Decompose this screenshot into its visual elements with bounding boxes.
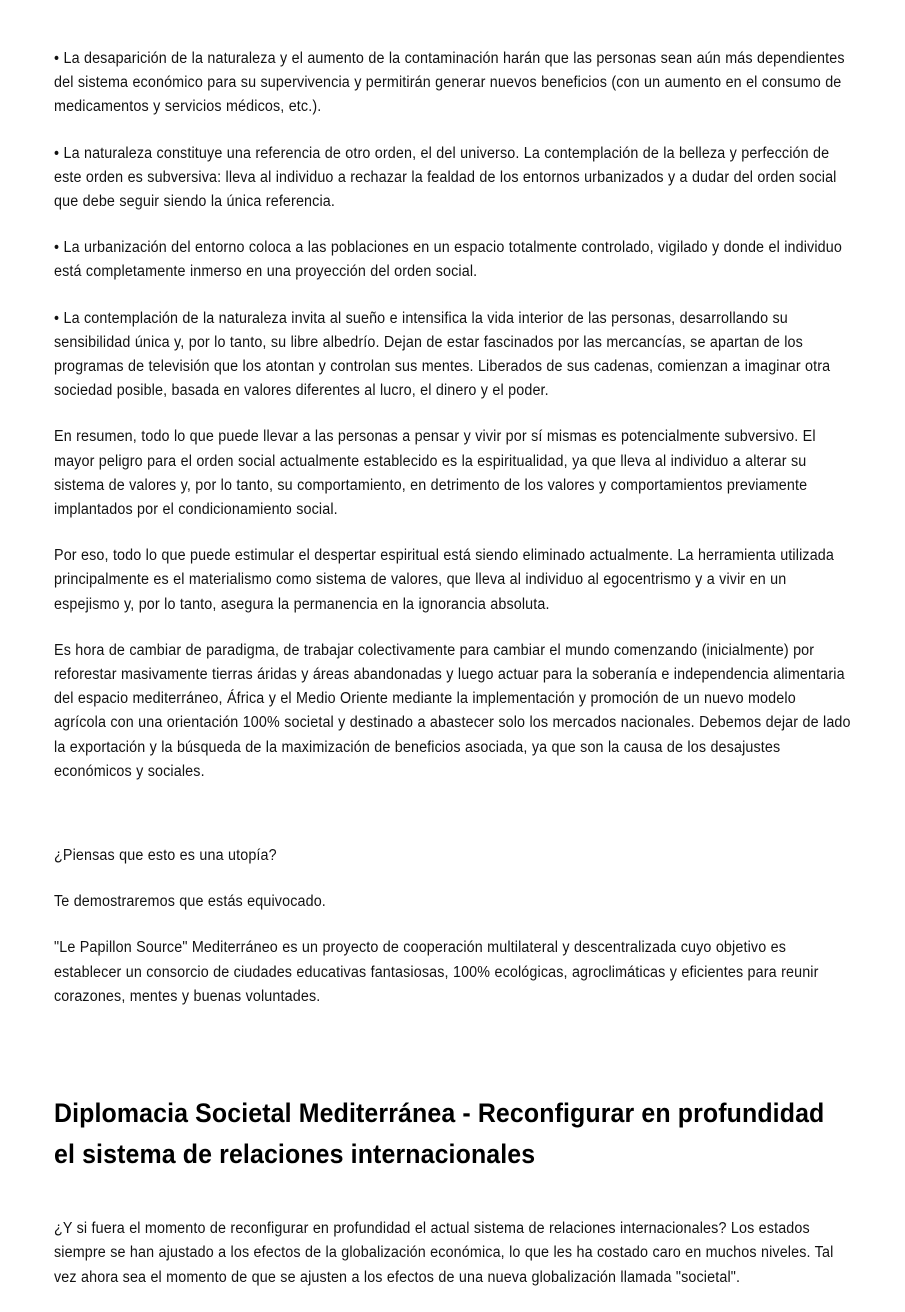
paragraph-y-si-fuera-el-momento: ¿Y si fuera el momento de reconfigurar en profundidad el actual sistema de relaciones internacionales? Los estados siempre se han ajustado a los efectos de la globalización económica, lo que les ha costado caro en muchos niveles. Tal vez ahora sea el momento de que se ajusten a los efectos de una nueva globalización llamada "societal".: [54, 1220, 834, 1286]
bullet-paragraph-1: • La desaparición de la naturaleza y el aumento de la contaminación harán que las personas sean aún más dependientes del sistema económico para su supervivencia y permitirán generar nuevos beneficios (con un aumento en el consumo de medicamentos y servicios médicos, etc.).: [54, 50, 845, 116]
paragraph-utopia-question: ¿Piensas que esto es una utopía?: [54, 847, 277, 865]
paragraph-es-hora-de-cambiar: Es hora de cambiar de paradigma, de trabajar colectivamente para cambiar el mundo comenzando (inicialmente) por reforestar masivamente tierras áridas y áreas abandonadas y luego actuar para la soberanía e independencia alimentaria del espacio mediterráneo, África y el Medio Oriente mediante la implementación y promoción de un nuevo modelo agrícola con una orientación 100% societal y destinado a abastecer solo los mercados nacionales. Debemos dejar de lado la exportación y la búsqueda de la maximización de beneficios asociada, ya que son la causa de los desajustes económicos y sociales.: [54, 641, 851, 780]
heading-top-spacer: [54, 1031, 852, 1093]
document-body: [54, 47, 852, 1312]
heading-bottom-spacer: [54, 1175, 852, 1217]
paragraph-por-eso: Por eso, todo lo que puede estimular el despertar espiritual está siendo eliminado actualmente. La herramienta utilizada principalmente es el materialismo como sistema de valores, que lleva al individuo al egocentrismo y a vivir en un espejismo y, por lo tanto, asegura la permanencia en la ignorancia absoluta.: [54, 547, 835, 613]
paragraph-le-papillon-source: "Le Papillon Source" Mediterráneo es un proyecto de cooperación multilateral y descentralizada cuyo objetivo es establecer un consorcio de ciudades educativas fantasiosas, 100% ecológicas, agroclimáticas y eficientes para reunir corazones, mentes y buenas voluntades.: [54, 939, 819, 1005]
bullet-paragraph-2: • La naturaleza constituye una referencia de otro orden, el del universo. La contemplación de la belleza y perfección de este orden es subversiva: lleva al individuo a rechazar la fealdad de los entornos urbanizados y a dudar del orden social que debe seguir siendo la única referencia.: [54, 144, 837, 211]
paragraph-equivocado: Te demostraremos que estás equivocado.: [54, 893, 326, 911]
section-heading-diplomacia: Diplomacia Societal Mediterránea - Reconfigurar en profundidad el sistema de relaciones internacionales: [54, 1098, 825, 1170]
bullet-paragraph-4: • La contemplación de la naturaleza invita al sueño e intensifica la vida interior de las personas, desarrollando su sensibilidad única y, por lo tanto, su libre albedrío. Dejan de estar fascinados por las mercancías, se apartan de los programas de televisión que los atontan y controlan sus mentes. Liberados de sus cadenas, comienzan a imaginar otra sociedad posible, basada en valores diferentes al lucro, el dinero y el poder.: [54, 309, 831, 400]
section-spacer-1: [54, 806, 852, 844]
paragraph-en-resumen: En resumen, todo lo que puede llevar a las personas a pensar y vivir por sí mismas es potencialmente subversivo. El mayor peligro para el orden social actualmente establecido es la espiritualidad, ya que lleva al individuo a alterar su sistema de valores y, por lo tanto, su comportamiento, en detrimento de los valores y comportamientos previamente implantados por el condicionamiento social.: [54, 428, 816, 519]
bullet-paragraph-3: • La urbanización del entorno coloca a las poblaciones en un espacio totalmente controlado, vigilado y donde el individuo está completamente inmerso en una proyección del orden social.: [54, 239, 843, 281]
